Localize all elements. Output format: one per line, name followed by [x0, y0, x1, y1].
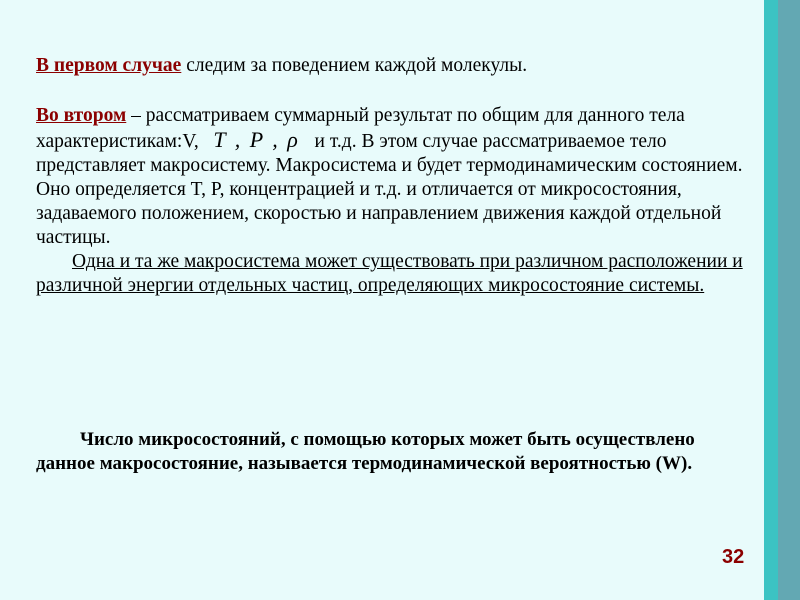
second-case-line2-suffix: и т.д. В этом случае рассматриваемое тело	[309, 131, 667, 152]
decorative-stripe-gray	[778, 0, 800, 600]
macrosystem-text: Одна и та же макросистема может существовать при различном расположении и различной энергии отдельных частиц, определяющих микросостояние системы.	[36, 251, 743, 296]
math-formula: T , P , ρ	[213, 127, 300, 152]
second-case-line2-prefix: характеристикам:V,	[36, 131, 204, 152]
second-case-line1: – рассматриваем суммарный результат по общим для данного тела	[126, 105, 685, 126]
second-case-rest: представляет макросистему. Макросистема и будет термодинамическим состоянием.	[36, 155, 743, 176]
paragraph-first-case	[36, 54, 748, 78]
definition-text: Число микросостояний, с помощью которых может быть осуществлено данное макросостояние, называется термодинамической вероятностью (W).	[36, 429, 695, 474]
paragraph-macrosystem	[36, 250, 748, 298]
page-number: 32	[722, 546, 745, 568]
first-case-text: следим за поведением каждой молекулы.	[181, 55, 528, 76]
paragraph-definition-state: Оно определяется T, P, концентрацией и т.д. и отличается от микросостояния, задаваемого положением, скоростью и направлением движения каждой отдельной частицы.	[36, 179, 722, 248]
slide-body	[36, 54, 748, 298]
paragraph-second-case	[36, 104, 748, 178]
first-case-keyword: В первом случае	[36, 55, 182, 76]
decorative-stripe-teal	[764, 0, 778, 600]
second-case-keyword: Во втором	[36, 105, 127, 126]
thermodynamic-probability-definition	[36, 428, 756, 476]
